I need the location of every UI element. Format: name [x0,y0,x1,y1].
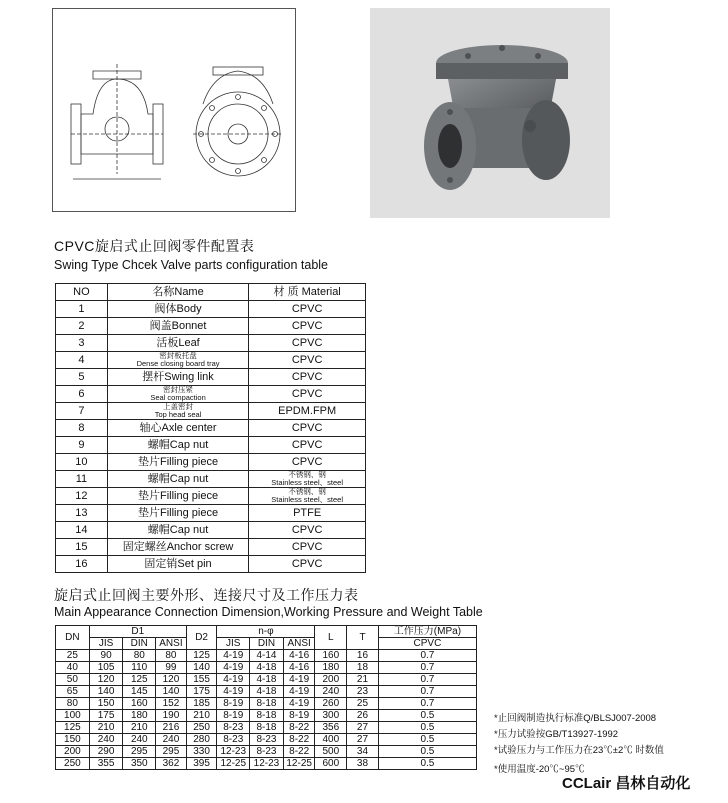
part-name: 螺帽Cap nut [147,439,209,451]
dims-row [56,710,477,722]
part-material-cell [249,454,366,471]
part-material: 不锈钢、钢 [288,470,326,479]
dims-cell-nphi-ansi: 4-16 [283,662,315,674]
parts-row [56,403,366,420]
part-no: 16 [56,556,108,573]
part-material-cell [249,386,366,403]
dims-cell-nphi-din: 4-14 [250,650,284,662]
dims-cell-d2: 250 [186,722,217,734]
note-test-temperature: *试验压力与工作压力在23℃±2℃ 时数值 [494,745,664,756]
parts-row [56,505,366,522]
dims-cell-t: 38 [347,758,379,770]
part-name-en: Dense closing board tray [136,359,220,368]
part-no: 15 [56,539,108,556]
part-material-cell [249,369,366,386]
dims-cell-pressure-cpvc: 0.5 [378,722,476,734]
dims-cell-d1-din: 125 [123,674,156,686]
part-no: 9 [56,437,108,454]
dims-cell-nphi-ansi: 8-22 [283,746,315,758]
header-l: L [315,626,347,650]
part-no: 10 [56,454,108,471]
dims-cell-t: 25 [347,698,379,710]
dims-cell-d1-ansi: 362 [156,758,187,770]
dims-row [56,698,477,710]
dims-cell-d2: 140 [186,662,217,674]
dims-cell-d1-ansi: 190 [156,710,187,722]
dims-cell-d1-ansi: 99 [156,662,187,674]
part-name-en: Seal compaction [150,393,206,402]
header-nphi-ansi: ANSI [283,638,315,650]
header-name: 名称Name [107,284,248,301]
part-name-cell [107,386,248,403]
dims-cell-d1-ansi: 295 [156,746,187,758]
part-no: 3 [56,335,108,352]
part-no: 6 [56,386,108,403]
part-material-cell [249,335,366,352]
dims-cell-pressure-cpvc: 0.7 [378,686,476,698]
part-name: 垫片Filling piece [138,507,219,519]
dims-cell-l: 300 [315,710,347,722]
dims-cell-l: 180 [315,662,347,674]
dims-row [56,686,477,698]
dims-cell-nphi-jis: 8-23 [217,722,250,734]
dims-cell-pressure-cpvc: 0.7 [378,662,476,674]
dims-cell-t: 34 [347,746,379,758]
dims-row [56,674,477,686]
header-d1-jis: JIS [89,638,123,650]
note-standard: *止回阀制造执行标准Q/BLSJ007-2008 [494,713,657,724]
dims-cell-d1-jis: 120 [89,674,123,686]
part-no: 14 [56,522,108,539]
part-material: CPVC [291,524,323,536]
part-name-cell [107,505,248,522]
dims-cell-pressure-cpvc: 0.7 [378,674,476,686]
part-name: 螺帽Cap nut [147,524,209,536]
part-material: EPDM.FPM [278,405,337,417]
part-name: 轴心Axle center [139,422,217,434]
dims-cell-l: 356 [315,722,347,734]
dims-cell-pressure-cpvc: 0.5 [378,710,476,722]
parts-title-en: Swing Type Chcek Valve parts configuration table [54,258,328,272]
dims-cell-t: 26 [347,710,379,722]
dims-table [55,625,477,770]
dims-cell-pressure-cpvc: 0.5 [378,758,476,770]
header-d1-din: DIN [123,638,156,650]
dims-cell-d1-jis: 105 [89,662,123,674]
dims-cell-d1-din: 145 [123,686,156,698]
header-pressure: 工作压力(MPa) [378,626,476,638]
part-material: CPVC [291,439,323,451]
part-material: CPVC [291,456,323,468]
dims-cell-d2: 395 [186,758,217,770]
dims-cell-t: 27 [347,722,379,734]
dims-cell-pressure-cpvc: 0.7 [378,650,476,662]
dims-cell-dn: 250 [56,758,90,770]
dims-cell-d2: 125 [186,650,217,662]
part-material-cell [249,488,366,505]
dims-cell-nphi-din: 8-18 [250,698,284,710]
dims-cell-d1-din: 350 [123,758,156,770]
part-name: 垫片Filling piece [138,456,219,468]
dims-cell-d2: 175 [186,686,217,698]
part-material-cell [249,301,366,318]
dims-row [56,734,477,746]
dims-row [56,662,477,674]
part-no: 13 [56,505,108,522]
part-no: 2 [56,318,108,335]
dims-cell-nphi-ansi: 4-19 [283,698,315,710]
dims-cell-nphi-jis: 8-19 [217,698,250,710]
dims-cell-d1-din: 210 [123,722,156,734]
part-no: 11 [56,471,108,488]
part-name-cell [107,318,248,335]
dims-cell-d1-ansi: 140 [156,686,187,698]
part-material: 不锈钢、钢 [288,487,326,496]
part-name: 阀体Body [154,303,202,315]
part-no: 7 [56,403,108,420]
dims-cell-dn: 50 [56,674,90,686]
header-cpvc: CPVC [378,638,476,650]
part-material: CPVC [291,320,323,332]
part-material-cell [249,471,366,488]
dims-cell-nphi-jis: 4-19 [217,650,250,662]
part-name-cell [107,352,248,369]
parts-row [56,539,366,556]
part-material: CPVC [291,541,323,553]
dims-cell-t: 16 [347,650,379,662]
valve-photo-svg [370,8,610,218]
parts-table [55,283,366,573]
valve-photo [370,8,610,218]
parts-row [56,454,366,471]
header-d2: D2 [186,626,217,650]
dims-cell-nphi-din: 4-18 [250,674,284,686]
dims-cell-nphi-din: 8-23 [250,734,284,746]
part-name-cell [107,556,248,573]
dims-cell-d2: 280 [186,734,217,746]
note-usage-temperature: *使用温度-20℃~95℃ [494,764,585,775]
header-nphi: n-φ [217,626,315,638]
dims-cell-l: 500 [315,746,347,758]
dims-cell-nphi-ansi: 4-19 [283,686,315,698]
dims-cell-nphi-jis: 8-23 [217,734,250,746]
dims-row [56,758,477,770]
technical-drawing [52,8,296,212]
dims-cell-nphi-ansi: 12-25 [283,758,315,770]
part-name-cell [107,471,248,488]
part-name: 摆杆Swing link [142,371,214,383]
part-material: CPVC [291,371,323,383]
parts-header-row [56,284,366,301]
dims-row [56,650,477,662]
dims-cell-dn: 150 [56,734,90,746]
dims-cell-d2: 330 [186,746,217,758]
part-material: PTFE [293,507,322,519]
dims-row [56,722,477,734]
part-no: 5 [56,369,108,386]
header-d1: D1 [89,626,186,638]
part-no: 4 [56,352,108,369]
part-material-en: Stainless steel、steel [271,478,343,487]
parts-row [56,369,366,386]
part-material: CPVC [291,303,323,315]
part-name: 螺帽Cap nut [147,473,209,485]
header-t: T [347,626,379,650]
dims-cell-d1-ansi: 80 [156,650,187,662]
header-nphi-din: DIN [250,638,284,650]
dims-header-row-1 [56,626,477,638]
dims-cell-nphi-jis: 4-19 [217,686,250,698]
part-material: CPVC [291,558,323,570]
dims-cell-d1-jis: 140 [89,686,123,698]
part-name: 固定螺丝Anchor screw [122,541,234,553]
part-material-cell [249,437,366,454]
dims-cell-pressure-cpvc: 0.5 [378,746,476,758]
part-material: CPVC [291,422,323,434]
parts-row [56,335,366,352]
header-nphi-jis: JIS [217,638,250,650]
part-name-cell [107,454,248,471]
parts-row [56,522,366,539]
parts-table-body [56,301,366,573]
header-material: 材 质 Material [249,284,366,301]
dims-cell-nphi-ansi: 4-19 [283,674,315,686]
part-material: CPVC [291,354,323,366]
part-name-cell [107,437,248,454]
dims-cell-pressure-cpvc: 0.5 [378,734,476,746]
parts-row [56,352,366,369]
dims-cell-d1-din: 110 [123,662,156,674]
dims-cell-d1-din: 180 [123,710,156,722]
dims-cell-nphi-jis: 8-19 [217,710,250,722]
dims-cell-d1-din: 160 [123,698,156,710]
dims-cell-nphi-ansi: 4-16 [283,650,315,662]
dims-cell-nphi-jis: 12-25 [217,758,250,770]
parts-row [56,488,366,505]
dims-cell-dn: 65 [56,686,90,698]
part-material-en: Stainless steel、steel [271,495,343,504]
part-name: 垫片Filling piece [138,490,219,502]
part-no: 12 [56,488,108,505]
parts-row [56,301,366,318]
parts-row [56,471,366,488]
dims-cell-l: 240 [315,686,347,698]
part-name: 上盖密封 [163,402,194,411]
dims-cell-nphi-jis: 4-19 [217,662,250,674]
parts-row [56,386,366,403]
dims-cell-dn: 125 [56,722,90,734]
dims-cell-nphi-din: 8-18 [250,722,284,734]
parts-row [56,318,366,335]
header-no: NO [56,284,108,301]
part-no: 8 [56,420,108,437]
parts-title-cn: CPVC旋启式止回阀零件配置表 [54,238,255,254]
part-name-cell [107,420,248,437]
part-name-en: Top head seal [154,410,202,419]
dims-cell-l: 160 [315,650,347,662]
dims-cell-d1-jis: 210 [89,722,123,734]
dims-cell-l: 200 [315,674,347,686]
part-name-cell [107,539,248,556]
part-material-cell [249,505,366,522]
dims-cell-d1-jis: 290 [89,746,123,758]
dims-title-en: Main Appearance Connection Dimension,Working Pressure and Weight Table [54,605,483,619]
part-name-cell [107,369,248,386]
brand-logo-text: CCLair 昌林自动化 [562,775,691,792]
part-material-cell [249,556,366,573]
part-name-cell [107,488,248,505]
dims-table-body [56,650,477,770]
dims-cell-dn: 40 [56,662,90,674]
dims-cell-d1-ansi: 216 [156,722,187,734]
dims-cell-d2: 185 [186,698,217,710]
dims-header-row-2 [56,638,477,650]
dims-cell-t: 21 [347,674,379,686]
note-pressure-test: *压力试验按GB/T13927-1992 [494,729,619,740]
dims-cell-nphi-ansi: 8-22 [283,734,315,746]
dims-cell-nphi-din: 4-18 [250,686,284,698]
dims-cell-d1-jis: 355 [89,758,123,770]
dims-cell-l: 260 [315,698,347,710]
part-material-cell [249,539,366,556]
part-material-cell [249,318,366,335]
part-material-cell [249,403,366,420]
valve-drawing-svg [53,9,295,211]
dims-cell-nphi-jis: 12-23 [217,746,250,758]
dims-cell-nphi-din: 12-23 [250,758,284,770]
dims-cell-l: 600 [315,758,347,770]
dims-cell-nphi-din: 8-18 [250,710,284,722]
part-name: 固定销Set pin [144,558,212,570]
dims-cell-d2: 155 [186,674,217,686]
dims-cell-nphi-din: 8-23 [250,746,284,758]
dims-cell-nphi-jis: 4-19 [217,674,250,686]
dims-cell-pressure-cpvc: 0.7 [378,698,476,710]
dims-title-cn: 旋启式止回阀主要外形、连接尺寸及工作压力表 [54,587,359,603]
parts-row [56,420,366,437]
dims-cell-d1-jis: 240 [89,734,123,746]
part-name-cell [107,335,248,352]
header-dn: DN [56,626,90,650]
dims-cell-d1-ansi: 240 [156,734,187,746]
dims-cell-d1-jis: 90 [89,650,123,662]
dims-cell-dn: 100 [56,710,90,722]
part-name-cell [107,522,248,539]
dims-cell-d1-ansi: 152 [156,698,187,710]
dims-cell-nphi-din: 4-18 [250,662,284,674]
dims-cell-t: 27 [347,734,379,746]
part-name-cell [107,301,248,318]
part-name: 活板Leaf [156,337,200,349]
dims-cell-dn: 25 [56,650,90,662]
dims-cell-d1-din: 240 [123,734,156,746]
part-material-cell [249,522,366,539]
header-d1-ansi: ANSI [156,638,187,650]
dims-cell-t: 18 [347,662,379,674]
part-name: 阀盖Bonnet [149,320,207,332]
dims-cell-nphi-ansi: 8-19 [283,710,315,722]
part-no: 1 [56,301,108,318]
part-name: 密封压紧 [163,385,194,394]
dims-row [56,746,477,758]
part-material-cell [249,352,366,369]
dims-cell-dn: 80 [56,698,90,710]
dims-cell-d2: 210 [186,710,217,722]
parts-row [56,556,366,573]
part-material: CPVC [291,337,323,349]
part-material-cell [249,420,366,437]
dims-cell-d1-din: 80 [123,650,156,662]
dims-cell-nphi-ansi: 8-22 [283,722,315,734]
dims-cell-d1-jis: 150 [89,698,123,710]
dims-cell-d1-ansi: 120 [156,674,187,686]
dims-cell-l: 400 [315,734,347,746]
dims-cell-d1-din: 295 [123,746,156,758]
dims-cell-t: 23 [347,686,379,698]
dims-cell-d1-jis: 175 [89,710,123,722]
part-name-cell [107,403,248,420]
part-material: CPVC [291,388,323,400]
parts-row [56,437,366,454]
dims-cell-dn: 200 [56,746,90,758]
part-name: 密封板托盘 [159,351,197,360]
